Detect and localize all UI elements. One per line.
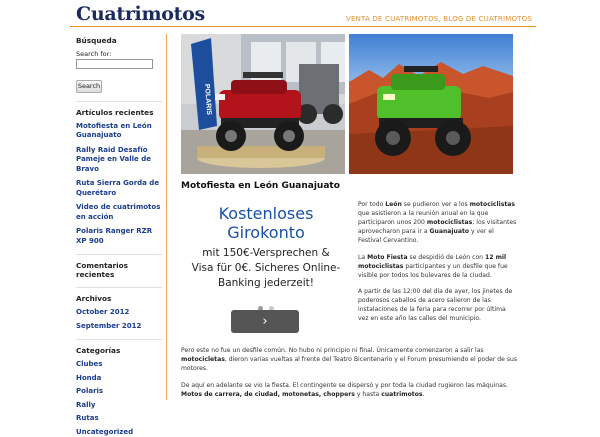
site-tagline: VENTA DE CUATRIMOTOS, BLOG DE CUATRIMOTOS <box>346 15 532 23</box>
category-link[interactable]: Polaris <box>76 387 162 397</box>
category-link[interactable]: Rally <box>76 401 162 411</box>
canyon-atv-image <box>349 34 513 174</box>
site-header <box>0 0 600 28</box>
archives-title: Archivos <box>76 294 162 303</box>
post-title[interactable]: Motofiesta en León Guanajuato <box>181 181 340 191</box>
recent-comments-widget <box>76 261 162 279</box>
recent-post-link[interactable]: Polaris Ranger RZR XP 900 <box>76 227 162 246</box>
ad-body-line: Banking jederzeit! <box>181 276 351 291</box>
content-divider <box>166 34 167 400</box>
search-input[interactable] <box>76 59 153 69</box>
recent-comments-title: Comentarios recientes <box>76 261 162 279</box>
ad-body-line: mit 150€-Versprechen & <box>181 246 351 261</box>
category-link[interactable]: Honda <box>76 374 162 384</box>
recent-post-link[interactable]: Video de cuatrimotos en acción <box>76 203 162 222</box>
ad-next-button[interactable] <box>231 310 299 333</box>
archives-list <box>76 308 162 331</box>
showroom-atv-image <box>181 34 345 174</box>
search-widget-title: Búsqueda <box>76 36 162 45</box>
sidebar <box>76 36 162 400</box>
canyon-atv-photo <box>349 34 513 174</box>
category-link[interactable]: Rutas <box>76 414 162 424</box>
sidebar-divider <box>76 287 162 288</box>
recent-post-link[interactable]: Motofiesta en León Guanajuato <box>76 122 162 141</box>
recent-post-link[interactable]: Rally Raid Desafío Pameje en Valle de Bravo <box>76 146 162 175</box>
categories-list <box>76 360 162 437</box>
categories-title: Categorías <box>76 346 162 355</box>
recent-posts-widget <box>76 108 162 247</box>
showroom-atv-photo <box>181 34 345 174</box>
banner-text: POLARIS <box>203 84 212 116</box>
category-link[interactable]: Clubes <box>76 360 162 370</box>
category-link[interactable]: Uncategorized <box>76 428 162 437</box>
post-body-full <box>181 346 521 407</box>
sidebar-divider <box>76 339 162 340</box>
ad-headline-line: Kostenloses <box>181 204 351 223</box>
post-paragraph: De aquí en adelante se vio la fiesta. El contingente se dispersó y por toda la ciudad rugieron las máquinas. Motos de carrera, de ciudad, motonetas, choppers y hasta cuatrimotos. <box>181 381 521 399</box>
recent-posts-title: Artículos recientes <box>76 108 162 117</box>
post-body-column <box>358 200 518 331</box>
sidebar-divider <box>76 101 162 102</box>
chevron-right-icon: › <box>262 314 267 329</box>
recent-post-link[interactable]: Ruta Sierra Gorda de Querétaro <box>76 179 162 198</box>
archive-link[interactable]: September 2012 <box>76 322 162 332</box>
archive-link[interactable]: October 2012 <box>76 308 162 318</box>
post-paragraph: La Moto Fiesta se despidió de León con 12 mil motociclistas participantes y un desfile que fue visible por todos los bulevares de la ciudad. <box>358 253 518 280</box>
site-logo[interactable]: Cuatrimotos <box>76 3 205 25</box>
ad-headline-line: Girokonto <box>181 223 351 242</box>
categories-widget <box>76 346 162 437</box>
archives-widget <box>76 294 162 331</box>
search-widget <box>76 36 162 93</box>
ad-body <box>181 246 351 291</box>
post-paragraph: A partir de las 12:00 del día de ayer, los jinetes de poderosos caballos de acero salieron de las instalaciones de la feria para recorrer por última vez en este año las calles del municipio. <box>358 287 518 323</box>
search-label: Search for: <box>76 50 162 58</box>
header-divider <box>70 26 536 27</box>
post-paragraph: Pero este no fue un desfile común. No hubo ni principio ni final. Únicamente comenzaron a salir las motocicletas, dieron varias vueltas al frente del Teatro Bicentenario y el Forum presumiendo el poder de sus motores. <box>181 346 521 374</box>
ad-headline <box>181 204 351 242</box>
search-button[interactable]: Search <box>76 80 102 93</box>
sidebar-divider <box>76 254 162 255</box>
post-paragraph: Por todo León se pudieron ver a los motociclistas que asistieron a la reunión anual en la que participaron unos 200 motociclistas; los visitantes aprovecharon para ir a Guanajuato y ver el Festival Cervantino. <box>358 200 518 245</box>
ad-body-line: Visa für 0€. Sicheres Online- <box>181 261 351 276</box>
recent-posts-list <box>76 122 162 247</box>
ad-banner[interactable] <box>181 198 351 340</box>
